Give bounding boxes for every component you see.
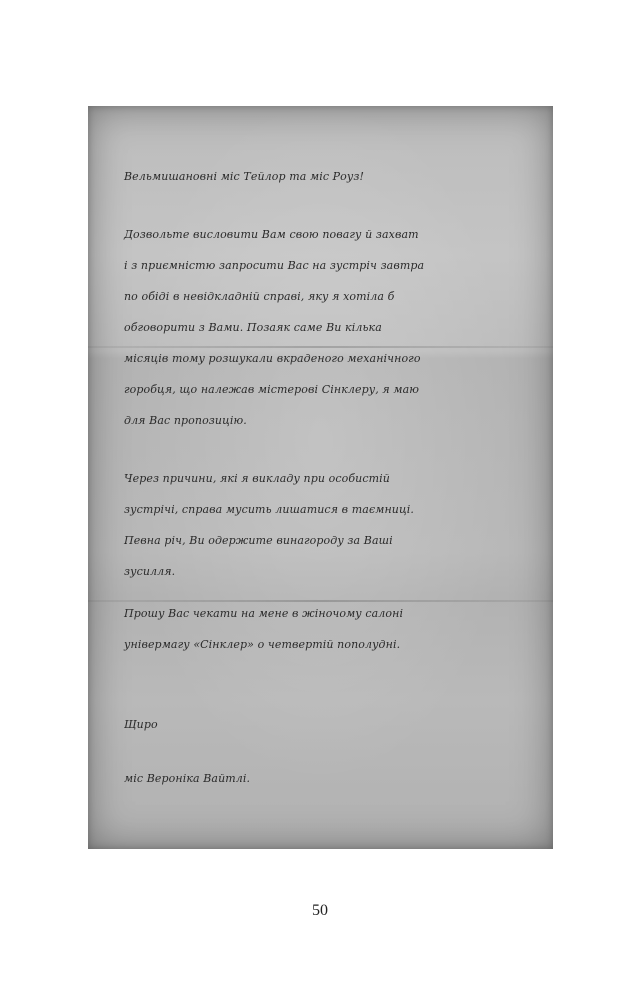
letter-line: горобця, що належав містерові Сінклеру, я маю — [124, 383, 420, 396]
letter-line: для Вас пропозицію. — [124, 414, 247, 427]
letter-line: обговорити з Вами. Позаяк саме Ви кілька — [124, 321, 382, 334]
letter-signature: міс Вероніка Вайтлі. — [124, 772, 251, 785]
letter-line: місяців тому розшукали вкраденого механічного — [124, 352, 421, 365]
letter-greeting: Вельмишановні міс Тейлор та міс Роуз! — [124, 170, 364, 183]
letter-paper — [88, 106, 553, 849]
letter-line: зусилля. — [124, 565, 176, 578]
letter-line: і з приємністю запросити Вас на зустріч завтра — [124, 259, 425, 272]
letter-line: зустрічі, справа мусить лишатися в таємниці. — [124, 503, 414, 516]
fold-line — [88, 346, 553, 348]
letter-line: Через причини, які я викладу при особистій — [124, 472, 390, 485]
letter-line: універмагу «Сінклер» о четвертій пополудні. — [124, 638, 401, 651]
letter-line: Прошу Вас чекати на мене в жіночому салоні — [124, 607, 404, 620]
letter-line: Певна річ, Ви одержите винагороду за Ваші — [124, 534, 393, 547]
letter-line: Дозвольте висловити Вам свою повагу й захват — [124, 228, 419, 241]
fold-line — [88, 600, 553, 602]
page-number: 50 — [312, 902, 328, 919]
letter-line: по обіді в невідкладній справі, яку я хотіла б — [124, 290, 395, 303]
letter-closing: Щиро — [124, 718, 158, 731]
